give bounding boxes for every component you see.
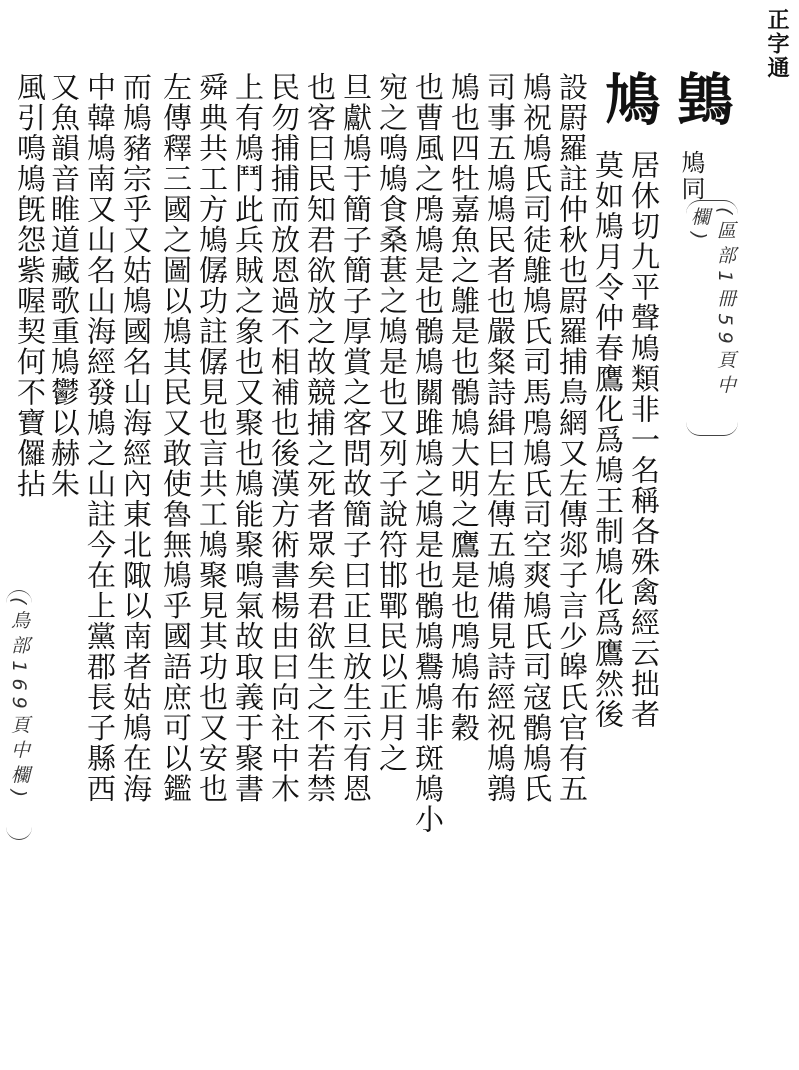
handwritten-annotation-top: (區部1冊59頁中欄) (686, 200, 738, 436)
variant-note: 鳩同 (677, 150, 705, 202)
text-column: 民勿捕捕而放恩過不相補也後漢方術書楊由曰向社中木 (267, 72, 301, 804)
headword-variant: 䳨 (668, 70, 734, 126)
text-column: 司事五鳩鳩民者也嚴粲詩緝曰左傳五鳩備見詩經祝鳩鶉 (483, 72, 517, 804)
text-column: 旦獻鳩于簡子簡子厚賞之客問故簡子曰正旦放生示有恩 (339, 72, 373, 804)
text-column: 又魚韻音睢道藏歌重鳩鬱以赫朱 (47, 72, 81, 499)
text-column: 鳩也四牡嘉魚之鵻是也鶻鳩大明之鷹是也鳲鳩布穀 (447, 72, 481, 743)
text-column: 居休切九平聲鳩類非一名稱各殊禽經云拙者 (627, 150, 661, 730)
text-column: 左傳釋三國之圖以鳩其民又敢使魯無鳩乎國語庶可以鑑 (159, 72, 193, 804)
text-column: 上有鳩鬥此兵賊之象也又聚也鳩能聚鳴氣故取義于聚書 (231, 72, 265, 804)
headword-main: 鳩 (596, 70, 662, 126)
text-column: 設罻羅註仲秋也罻羅捕鳥網又左傳郯子言少皞氏官有五 (555, 72, 589, 804)
text-column: 風引鳴鳩旣怨紫喔契何不寶儸拈 (13, 72, 47, 499)
text-column: 也曹風之鳲鳩是也鶻鳩關雎鳩之鳩是也鶻鳩鸒鳩非斑鳩小 (411, 72, 445, 835)
text-column: 而鳩豬宗乎又姑鳩國名山海經內東北陬以南者姑鳩在海 (119, 72, 153, 804)
text-column: 也客曰民知君欲放之故競捕之死者眾矣君欲生之不若禁 (303, 72, 337, 804)
text-column: 中韓鳩南又山名山海經發鳩之山註今在上黨郡長子縣西 (83, 72, 117, 804)
text-column: 舜典共工方鳩僝功註僝見也言共工鳩聚見其功也又安也 (195, 72, 229, 804)
handwritten-annotation-bottom: (鳥部169頁中欄) (6, 590, 32, 840)
text-column: 莫如鳩月令仲春鷹化爲鳩王制鳩化爲鷹然後 (591, 150, 625, 730)
text-column: 鳩祝鳩氏司徒鵻鳩氏司馬鳲鳩氏司空爽鳩氏司寇鶻鳩氏 (519, 72, 553, 804)
text-column: 宛之鳴鳩食桑葚之鳩是也又列子說符邯鄲民以正月之 (375, 72, 409, 774)
running-head: 正字通 (764, 8, 790, 80)
